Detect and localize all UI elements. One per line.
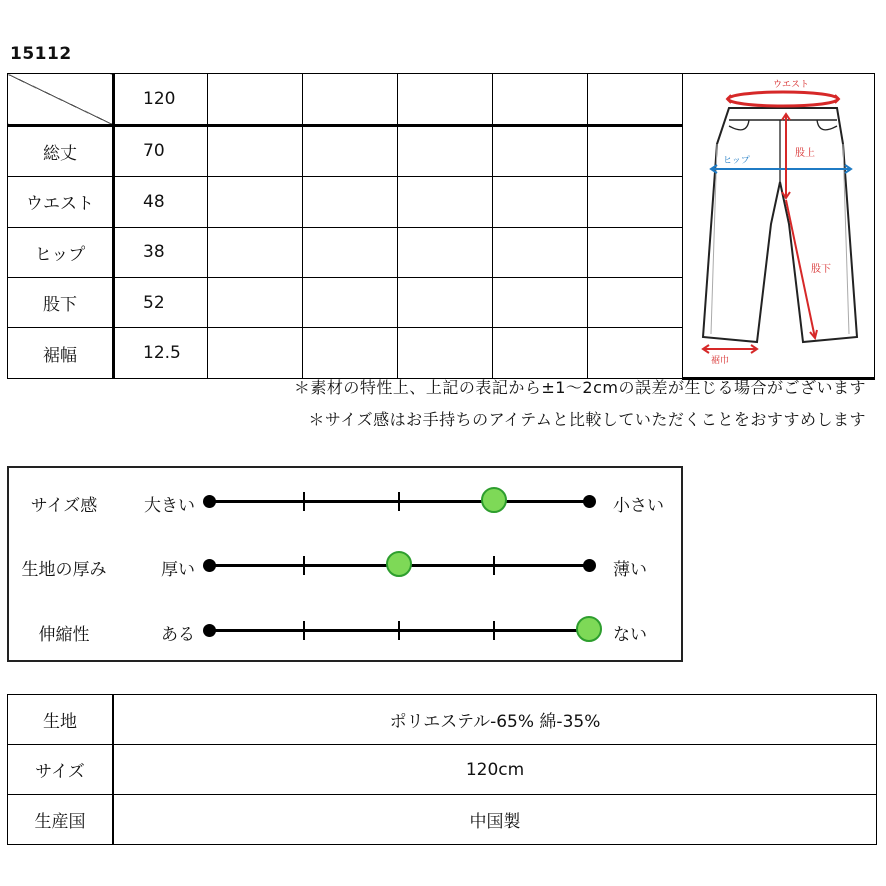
spec-label-fabric: 生地 bbox=[8, 695, 114, 745]
empty-cell bbox=[208, 125, 303, 177]
spec-row bbox=[8, 695, 877, 745]
row-label-waist: ウエスト bbox=[8, 177, 114, 227]
row-value-hip: 38 bbox=[114, 227, 208, 277]
scale-end-dot-right bbox=[583, 559, 596, 572]
empty-cell bbox=[493, 177, 588, 227]
empty-cell bbox=[493, 278, 588, 328]
scale-tick bbox=[303, 556, 305, 575]
row-value-waist: 48 bbox=[114, 177, 208, 227]
empty-cell bbox=[588, 74, 683, 126]
scale-title: サイズ感 bbox=[30, 496, 98, 516]
feel-scale-row bbox=[9, 610, 685, 650]
figure-label-hem: 裾巾 bbox=[711, 356, 730, 366]
waist-arrowheads bbox=[727, 95, 839, 103]
empty-cell bbox=[303, 227, 398, 277]
empty-cell bbox=[303, 125, 398, 177]
scale-tick bbox=[303, 492, 305, 511]
empty-cell bbox=[303, 328, 398, 379]
row-value-inseam: 52 bbox=[114, 278, 208, 328]
scale-end-dot-left bbox=[203, 624, 216, 637]
empty-cell bbox=[398, 328, 493, 379]
empty-cell bbox=[398, 74, 493, 126]
row-label-hip: ヒップ bbox=[8, 227, 114, 277]
scale-right-label: 薄い bbox=[613, 560, 647, 580]
spec-table bbox=[7, 694, 877, 845]
spec-value-country: 中国製 bbox=[113, 795, 877, 845]
note-size-comparison: ＊サイズ感はお手持ちのアイテムと比較していただくことをおすすめします bbox=[308, 410, 866, 429]
spec-row bbox=[8, 795, 877, 845]
row-label-hem-width: 裾幅 bbox=[8, 328, 114, 379]
figure-label-hip: ヒップ bbox=[723, 156, 750, 166]
feel-scale-row bbox=[9, 545, 685, 585]
scale-left-label: ある bbox=[161, 625, 195, 645]
scale-right-label: ない bbox=[613, 625, 647, 645]
size-header-cell: 120 bbox=[114, 74, 208, 126]
scale-level-marker bbox=[576, 616, 602, 642]
scale-right-label: 小さい bbox=[613, 496, 664, 516]
spec-value-size: 120cm bbox=[113, 745, 877, 795]
empty-cell bbox=[398, 227, 493, 277]
scale-left-label: 厚い bbox=[161, 560, 195, 580]
scale-end-dot-left bbox=[203, 495, 216, 508]
row-value-length: 70 bbox=[114, 125, 208, 177]
empty-cell bbox=[493, 74, 588, 126]
waist-measure-ellipse bbox=[728, 92, 838, 106]
scale-end-dot-left bbox=[203, 559, 216, 572]
scale-tick bbox=[398, 492, 400, 511]
empty-cell bbox=[588, 227, 683, 277]
feel-scale-row bbox=[9, 481, 685, 521]
scale-tick bbox=[398, 621, 400, 640]
figure-label-waist: ウエスト bbox=[773, 80, 810, 90]
scale-level-marker bbox=[481, 487, 507, 513]
product-code: 15112 bbox=[10, 44, 72, 64]
empty-cell bbox=[588, 278, 683, 328]
empty-cell bbox=[398, 125, 493, 177]
empty-cell bbox=[588, 125, 683, 177]
empty-cell bbox=[208, 177, 303, 227]
empty-cell bbox=[208, 278, 303, 328]
empty-cell bbox=[208, 227, 303, 277]
scale-tick bbox=[303, 621, 305, 640]
scale-title: 伸縮性 bbox=[38, 625, 90, 645]
spec-label-size: サイズ bbox=[8, 745, 114, 795]
figure-label-inseam: 股下 bbox=[811, 264, 831, 275]
spec-label-country: 生産国 bbox=[8, 795, 114, 845]
scale-end-dot-right bbox=[583, 495, 596, 508]
empty-cell bbox=[303, 177, 398, 227]
scale-tick bbox=[493, 556, 495, 575]
pants-diagram bbox=[683, 74, 874, 372]
empty-cell bbox=[398, 278, 493, 328]
pants-figure-cell bbox=[683, 74, 875, 379]
empty-cell bbox=[398, 177, 493, 227]
empty-cell bbox=[303, 74, 398, 126]
row-label-inseam: 股下 bbox=[8, 278, 114, 328]
empty-cell bbox=[493, 227, 588, 277]
empty-cell bbox=[588, 328, 683, 379]
spec-row bbox=[8, 745, 877, 795]
empty-cell bbox=[303, 278, 398, 328]
diagonal-corner-cell bbox=[8, 74, 114, 126]
scale-level-marker bbox=[386, 551, 412, 577]
size-table-header-row bbox=[8, 74, 875, 126]
feel-scale-box bbox=[7, 466, 683, 662]
empty-cell bbox=[208, 74, 303, 126]
scale-tick bbox=[493, 621, 495, 640]
row-value-hem-width: 12.5 bbox=[114, 328, 208, 379]
empty-cell bbox=[588, 177, 683, 227]
scale-title: 生地の厚み bbox=[21, 560, 107, 580]
figure-label-rise: 股上 bbox=[795, 148, 815, 159]
scale-left-label: 大きい bbox=[144, 496, 195, 516]
empty-cell bbox=[208, 328, 303, 379]
spec-value-fabric: ポリエステル-65% 綿-35% bbox=[113, 695, 877, 745]
empty-cell bbox=[493, 125, 588, 177]
row-label-length: 総丈 bbox=[8, 125, 114, 177]
empty-cell bbox=[493, 328, 588, 379]
size-table bbox=[7, 73, 875, 380]
note-measurement-tolerance: ＊素材の特性上、上記の表記から±1～2cmの誤差が生じる場合がございます bbox=[293, 378, 866, 397]
